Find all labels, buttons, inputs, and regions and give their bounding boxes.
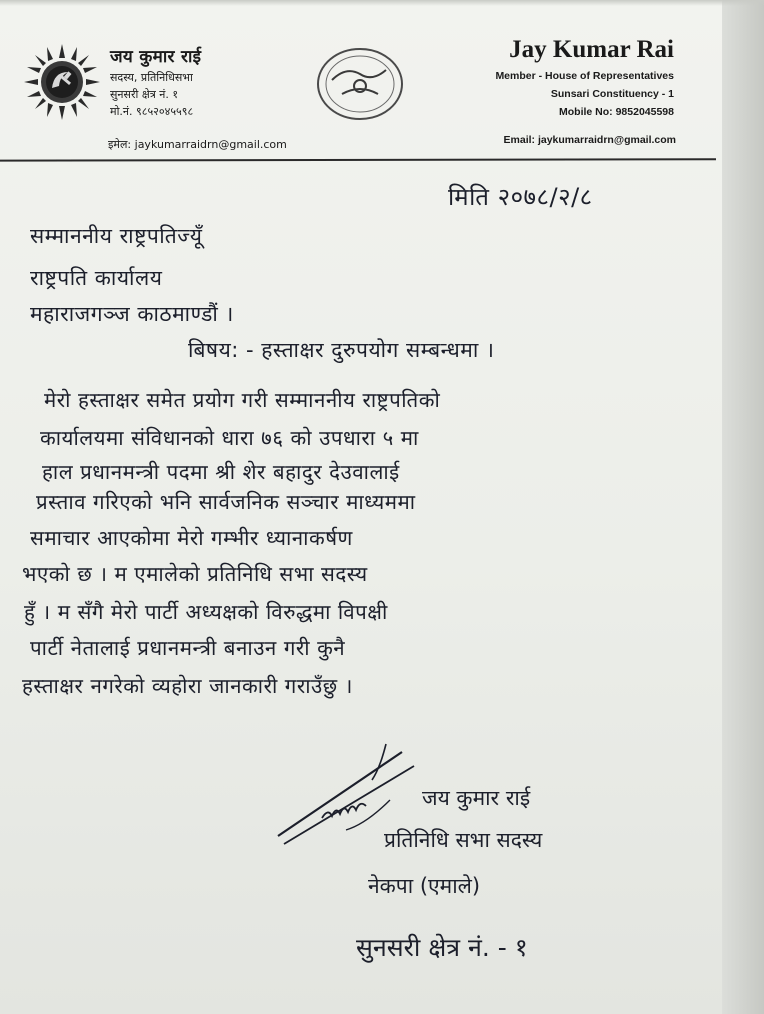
letter-date: मिति २०७८/२/८ <box>448 183 593 211</box>
signature-block <box>274 740 714 1010</box>
signature-constituency: सुनसरी क्षेत्र नं. - १ <box>356 933 528 962</box>
page-top-shadow <box>0 0 764 6</box>
signature-title: प्रतिनिधि सभा सदस्य <box>384 828 543 852</box>
body-line: कार्यालयमा संविधानको धारा ७६ को उपधारा ५ मा <box>40 426 419 450</box>
nepali-name: जय कुमार राई <box>110 47 202 67</box>
nepali-title: सदस्य, प्रतिनिधिसभा <box>110 71 193 84</box>
body-line: हस्ताक्षर नगरेको व्यहोरा जानकारी गराउँछु । <box>22 674 353 698</box>
circular-seal-icon <box>312 44 408 124</box>
address-line: राष्ट्रपति कार्यालय <box>30 266 163 290</box>
page-edge-background <box>722 0 764 1014</box>
english-mobile: Mobile No: 9852045598 <box>559 106 674 118</box>
body-line: समाचार आएकोमा मेरो गम्भीर ध्यानाकर्षण <box>30 526 353 550</box>
body-line: प्रस्ताव गरिएको भनि सार्वजनिक सञ्चार माध्यममा <box>36 490 416 514</box>
address-line: महाराजगञ्ज काठमाण्डौं । <box>30 302 234 326</box>
sun-hammer-sickle-icon <box>22 42 102 122</box>
body-line: पार्टी नेतालाई प्रधानमन्त्री बनाउन गरी कुनै <box>30 636 346 660</box>
english-constituency: Sunsari Constituency - 1 <box>550 88 674 100</box>
letterhead-english <box>495 36 674 118</box>
letterhead-nepali <box>110 44 201 119</box>
signature-party: नेकपा (एमाले) <box>368 874 481 898</box>
letter-subject: बिषय: - हस्ताक्षर दुरुपयोग सम्बन्धमा । <box>188 338 495 362</box>
signature-name: जय कुमार राई <box>422 786 531 810</box>
body-line: भएको छ । म एमालेको प्रतिनिधि सभा सदस्य <box>22 562 368 586</box>
letterhead <box>0 0 722 175</box>
letterhead-divider <box>0 158 716 162</box>
nepali-mobile: मो.नं. ९८५२०४५५९८ <box>110 105 194 118</box>
nepali-constituency: सुनसरी क्षेत्र नं. १ <box>110 88 179 101</box>
english-title: Member - House of Representatives <box>495 70 674 82</box>
english-email: Email: jaykumarraidrn@gmail.com <box>503 134 676 146</box>
body-line: हाल प्रधानमन्त्री पदमा श्री शेर बहादुर देउवालाई <box>42 460 400 484</box>
body-line: हुँ । म सँगै मेरो पार्टी अध्यक्षको विरुद्धमा विपक्षी <box>24 600 388 624</box>
body-line: मेरो हस्ताक्षर समेत प्रयोग गरी सम्माननीय राष्ट्रपतिको <box>44 388 441 412</box>
english-name: Jay Kumar Rai <box>509 36 674 63</box>
nepali-email: इमेल: jaykumarraidrn@gmail.com <box>108 138 287 151</box>
address-line: सम्माननीय राष्ट्रपतिज्यूँ <box>30 224 203 248</box>
